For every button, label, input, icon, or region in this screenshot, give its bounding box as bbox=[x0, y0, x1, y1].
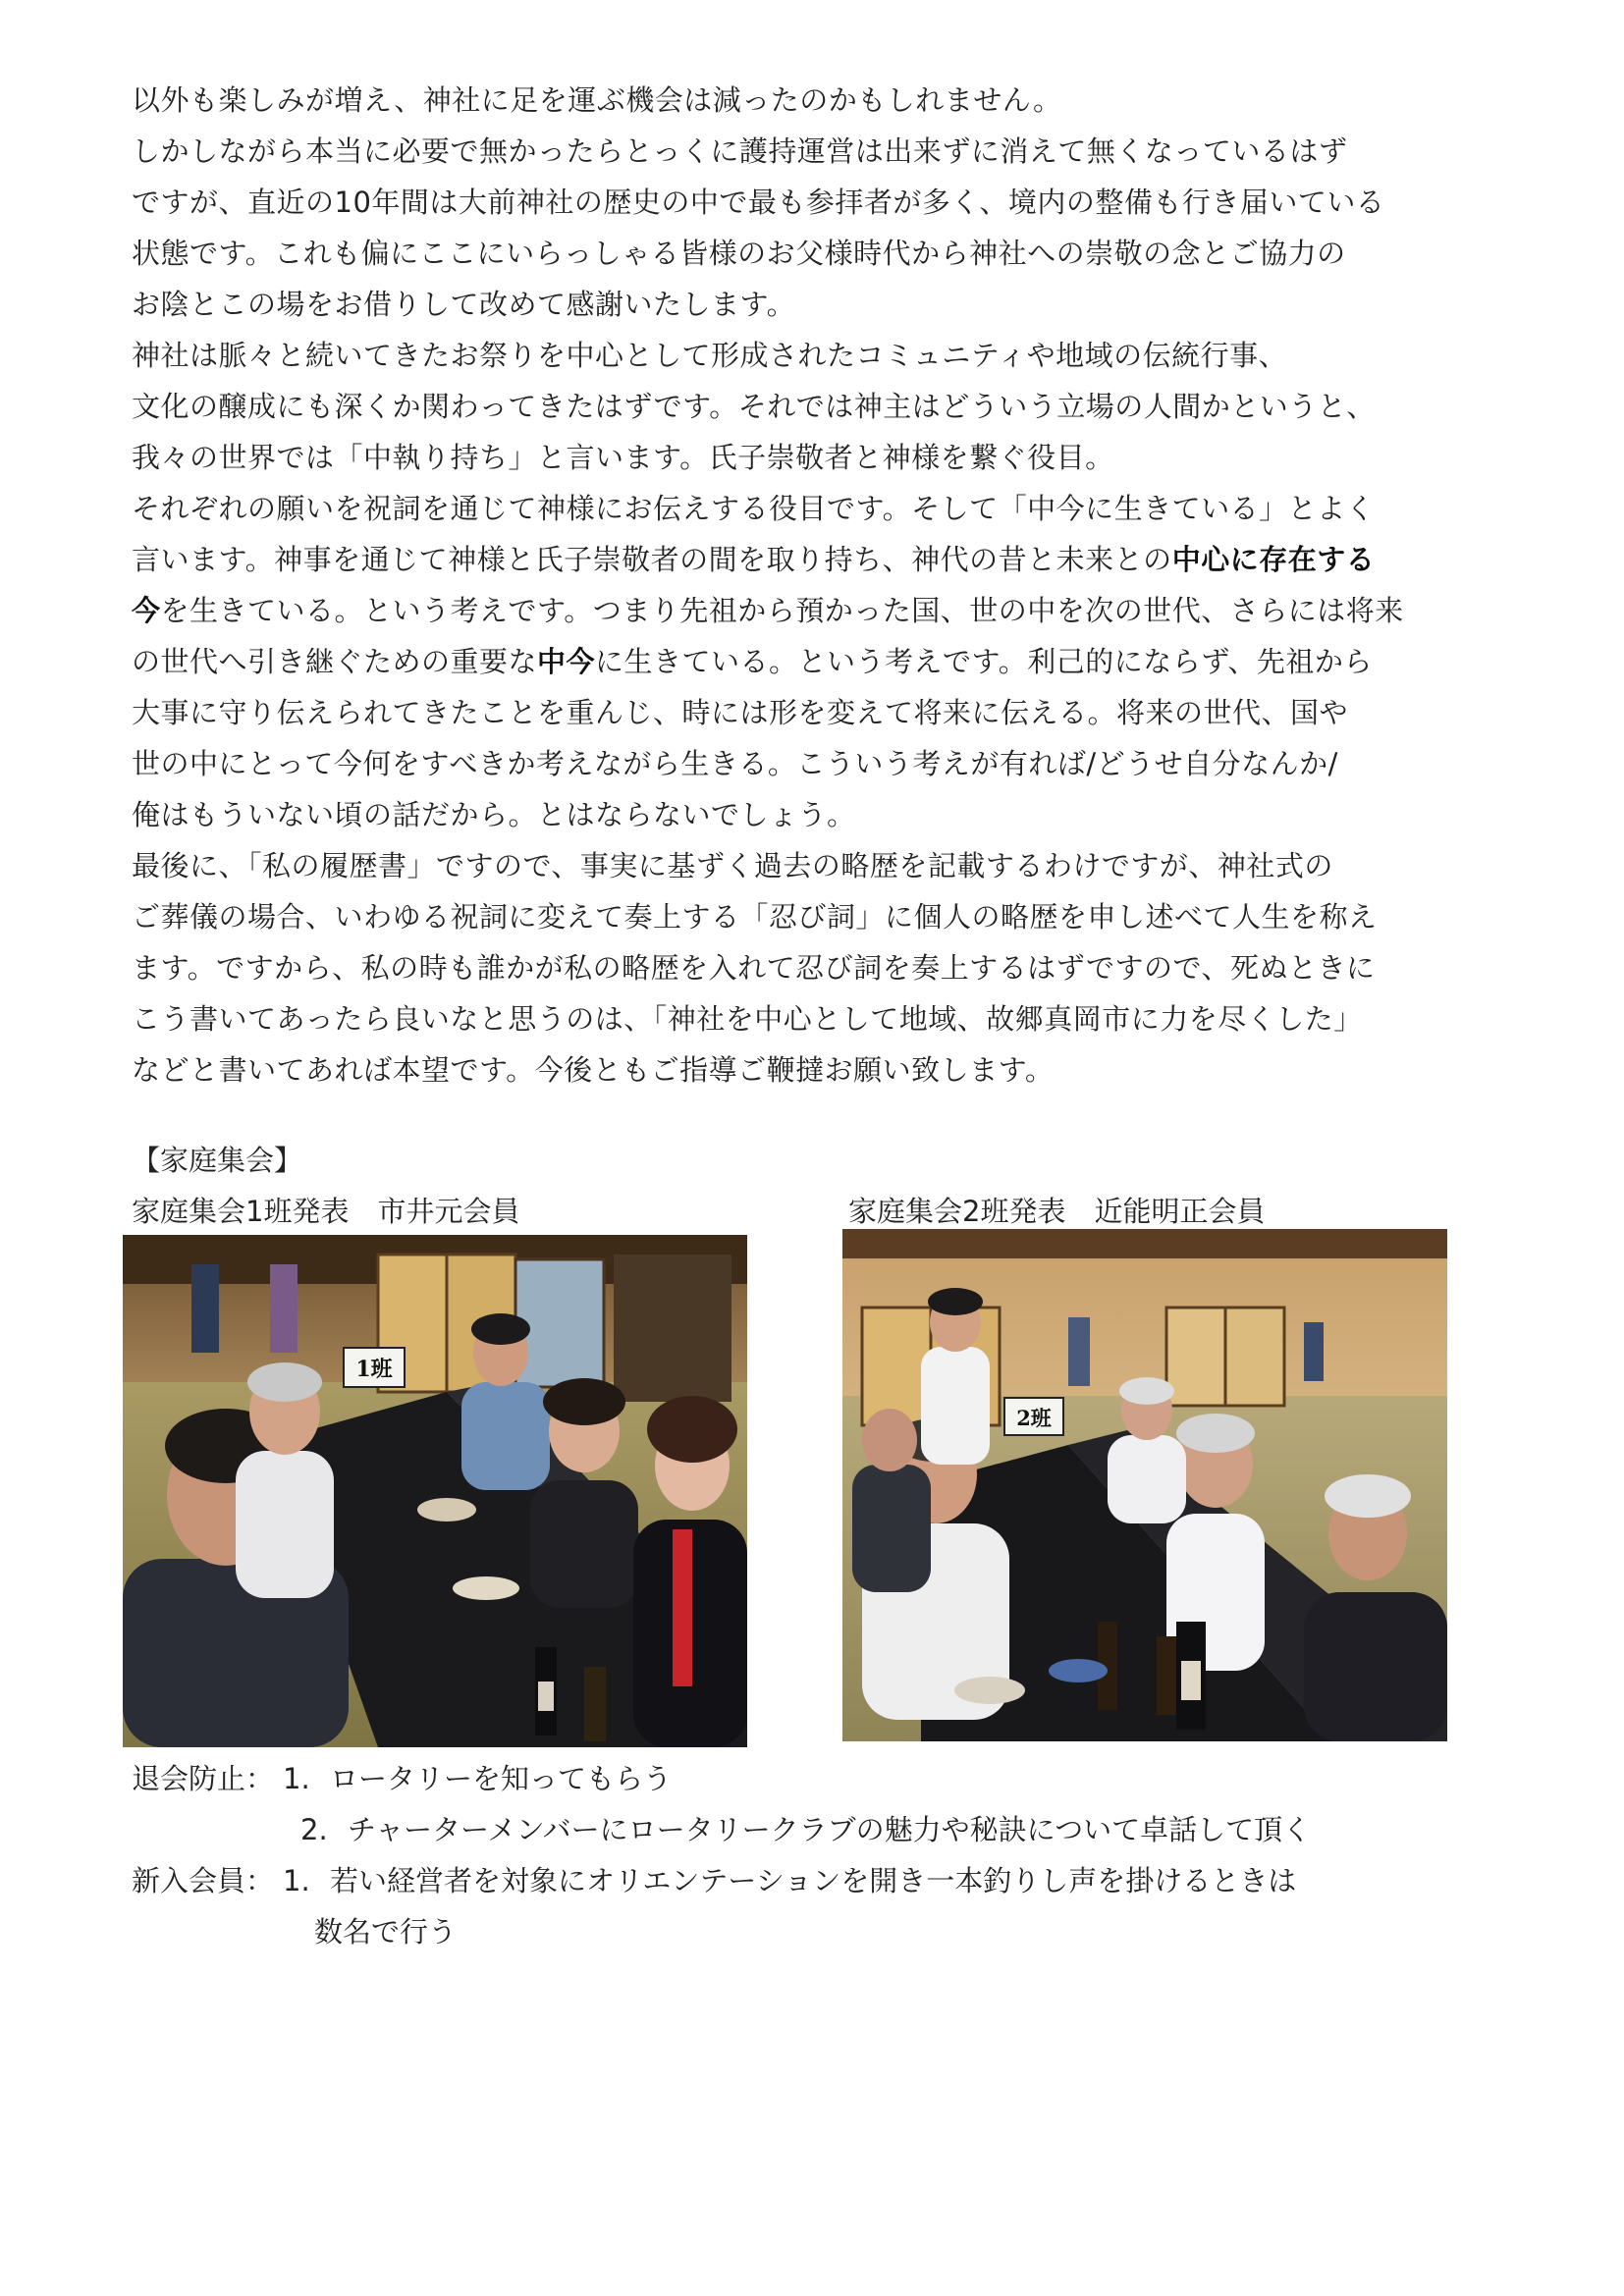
body-line: それぞれの願いを祝詞を通じて神様にお伝えする役目です。そして「中今に生きている」とよく bbox=[132, 492, 1376, 525]
bold-phrase: 中心に存在する bbox=[1171, 543, 1376, 576]
list-item bbox=[132, 1753, 1506, 1804]
list-item-number: 2. bbox=[300, 1813, 328, 1846]
bold-phrase: 今 bbox=[132, 594, 161, 627]
photo-caption-left: 家庭集会1班発表 市井元会員 bbox=[132, 1195, 520, 1228]
group-2-photo-illustration bbox=[842, 1229, 1447, 1741]
group-2-table-sign: 2班 bbox=[1016, 1406, 1052, 1430]
body-line: 俺はもういない頃の話だから。とはならないでしょう。 bbox=[132, 798, 856, 831]
body-text-run: 言います。神事を通じて神様と氏子崇敬者の間を取り持ち、神代の昔と未来との bbox=[132, 543, 1172, 576]
body-line: ます。ですから、私の時も誰かが私の略歴を入れて忍び詞を奏上するはずですので、死ぬときに bbox=[132, 951, 1376, 985]
body-line bbox=[132, 534, 1506, 585]
list-label-retention: 退会防止： bbox=[132, 1762, 275, 1795]
body-line: ですが、直近の10年間は大前神社の歴史の中で最も参拝者が多く、境内の整備も行き届いている bbox=[132, 186, 1385, 219]
group-1-photo-illustration bbox=[123, 1235, 747, 1747]
body-line: 大事に守り伝えられてきたことを重んじ、時には形を変えて将来に伝える。将来の世代、国や bbox=[132, 696, 1349, 729]
group-1-photo bbox=[123, 1235, 747, 1747]
list-item-number: 1. bbox=[283, 1864, 310, 1897]
body-line: 神社は脈々と続いてきたお祭りを中心として形成されたコミュニティや地域の伝統行事、 bbox=[132, 339, 1288, 372]
list-item bbox=[132, 1804, 1506, 1855]
body-text-run: に生きている。という考えです。利己的にならず、先祖から bbox=[595, 645, 1373, 678]
photo-caption-right: 家庭集会2班発表 近能明正会員 bbox=[848, 1195, 1266, 1228]
list-item-text: チャーターメンバーにロータリークラブの魅力や秘訣について卓話して頂く bbox=[348, 1813, 1312, 1846]
body-line: しかしながら本当に必要で無かったらとっくに護持運営は出来ずに消えて無くなっているはず bbox=[132, 134, 1348, 168]
list-item-number: 1. bbox=[283, 1762, 310, 1795]
body-line bbox=[132, 636, 1506, 687]
body-text-run: の世代へ引き継ぐための重要な bbox=[132, 645, 538, 678]
body-line bbox=[132, 585, 1506, 636]
body-text-run: を生きている。という考えです。つまり先祖から預かった国、世の中を次の世代、さらには将来 bbox=[160, 594, 1404, 627]
body-line: 以外も楽しみが増え、神社に足を運ぶ機会は減ったのかもしれません。 bbox=[132, 83, 1062, 117]
body-line: などと書いてあれば本望です。今後ともご指導ご鞭撻お願い致します。 bbox=[132, 1053, 1055, 1087]
list-item bbox=[132, 1855, 1506, 1906]
list-item-continuation bbox=[132, 1906, 1506, 1957]
bold-phrase: 中今 bbox=[537, 645, 596, 678]
list-label-new-members: 新入会員： bbox=[132, 1864, 275, 1897]
section-heading: 【家庭集会】 bbox=[132, 1144, 303, 1177]
body-line: 最後に、「私の履歴書」ですので、事実に基ずく過去の略歴を記載するわけですが、神社式の bbox=[132, 849, 1333, 882]
body-line: お陰とこの場をお借りして改めて感謝いたします。 bbox=[132, 288, 796, 321]
action-list bbox=[132, 1753, 1506, 1957]
body-line: 文化の醸成にも深くか関わってきたはずです。それでは神主はどういう立場の人間かというと、 bbox=[132, 390, 1376, 423]
list-item-text: 数名で行う bbox=[314, 1915, 458, 1949]
group-1-table-sign: 1班 bbox=[355, 1357, 393, 1382]
body-line: 我々の世界では「中執り持ち」と言います。氏子崇敬者と神様を繋ぐ役目。 bbox=[132, 441, 1114, 474]
list-item-text: 若い経営者を対象にオリエンテーションを開き一本釣りし声を掛けるときは bbox=[330, 1864, 1297, 1897]
list-item-text: ロータリーを知ってもらう bbox=[330, 1762, 673, 1795]
body-line: 世の中にとって今何をすべきか考えながら生きる。こういう考えが有れば/どうせ自分なんか/ bbox=[132, 747, 1338, 780]
body-line: こう書いてあったら良いなと思うのは、「神社を中心として地域、故郷真岡市に力を尽くした」 bbox=[132, 1002, 1363, 1036]
body-line: ご葬儀の場合、いわゆる祝詞に変えて奏上する「忍び詞」に個人の略歴を申し述べて人生を称え bbox=[132, 900, 1378, 934]
body-line: 状態です。これも偏にここにいらっしゃる皆様のお父様時代から神社への崇敬の念とご協力の bbox=[132, 237, 1346, 270]
body-text bbox=[132, 75, 1506, 1095]
group-2-photo bbox=[842, 1229, 1447, 1741]
